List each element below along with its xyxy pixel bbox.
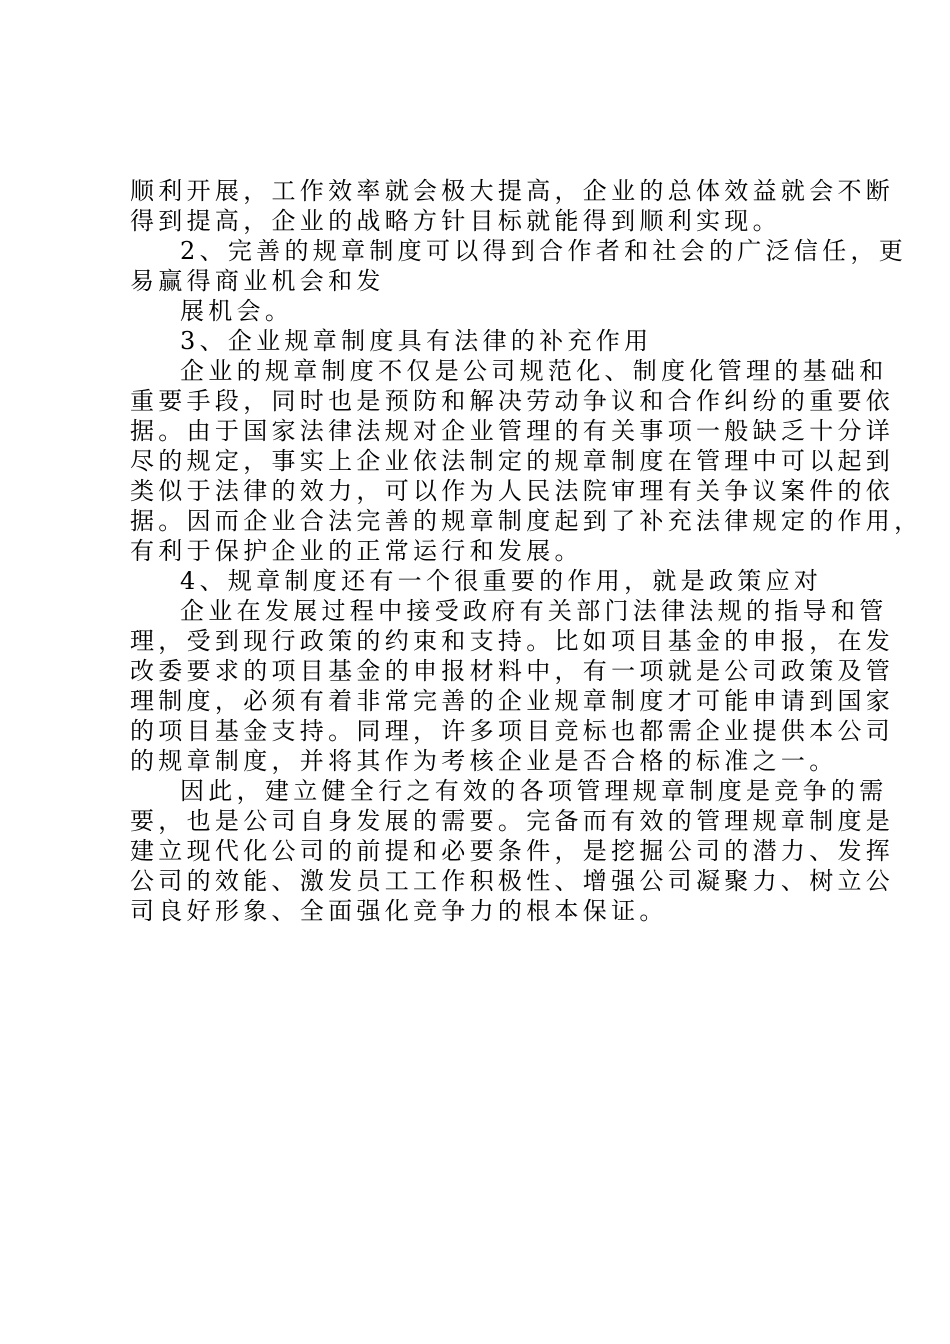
text-line: 易赢得商业机会和发 [130,267,385,295]
text-line: 要，也是公司自身发展的需要。完备而有效的管理规章制度是 [130,807,895,835]
text-line: 有利于保护企业的正常运行和发展。 [130,537,583,565]
text-line: 据。由于国家法律法规对企业管理的有关事项一般缺乏十分详 [130,417,895,445]
text-line: 企业的规章制度不仅是公司规范化、制度化管理的基础和 [180,357,888,385]
section-heading: 4、规章制度还有一个很重要的作用，就是政策应对 [180,567,823,595]
text-line: 理，受到现行政策的约束和支持。比如项目基金的申报，在发 [130,627,895,655]
text-line: 类似于法律的效力，可以作为人民法院审理有关争议案件的依 [130,477,895,505]
section-heading: 3、企业规章制度具有法律的补充作用 [180,327,653,355]
text-line: 建立现代化公司的前提和必要条件，是挖掘公司的潜力、发挥 [130,837,895,865]
text-line: 理制度，必须有着非常完善的企业规章制度才可能申请到国家 [130,687,895,715]
text-line: 尽的规定，事实上企业依法制定的规章制度在管理中可以起到 [130,447,895,475]
text-line: 公司的效能、激发员工工作积极性、增强公司凝聚力、树立公 [130,867,895,895]
text-line: 因此，建立健全行之有效的各项管理规章制度是竞争的需 [180,777,888,805]
text-line: 的规章制度，并将其作为考核企业是否合格的标准之一。 [130,747,838,775]
text-line: 顺利开展，工作效率就会极大提高，企业的总体效益就会不断 [130,177,895,205]
text-line: 的项目基金支持。同理，许多项目竞标也都需企业提供本公司 [130,717,895,745]
text-line: 2、完善的规章制度可以得到合作者和社会的广泛信任，更 [180,237,908,265]
text-line: 得到提高，企业的战略方针目标就能得到顺利实现。 [130,207,781,235]
text-line: 企业在发展过程中接受政府有关部门法律法规的指导和管 [180,597,888,625]
text-line: 重要手段，同时也是预防和解决劳动争议和合作纠纷的重要依 [130,387,895,415]
text-line: 据。因而企业合法完善的规章制度起到了补充法律规定的作用， [130,507,923,535]
text-line: 司良好形象、全面强化竞争力的根本保证。 [130,897,668,925]
text-line: 改委要求的项目基金的申报材料中，有一项就是公司政策及管 [130,657,895,685]
text-line: 展机会。 [180,297,294,325]
